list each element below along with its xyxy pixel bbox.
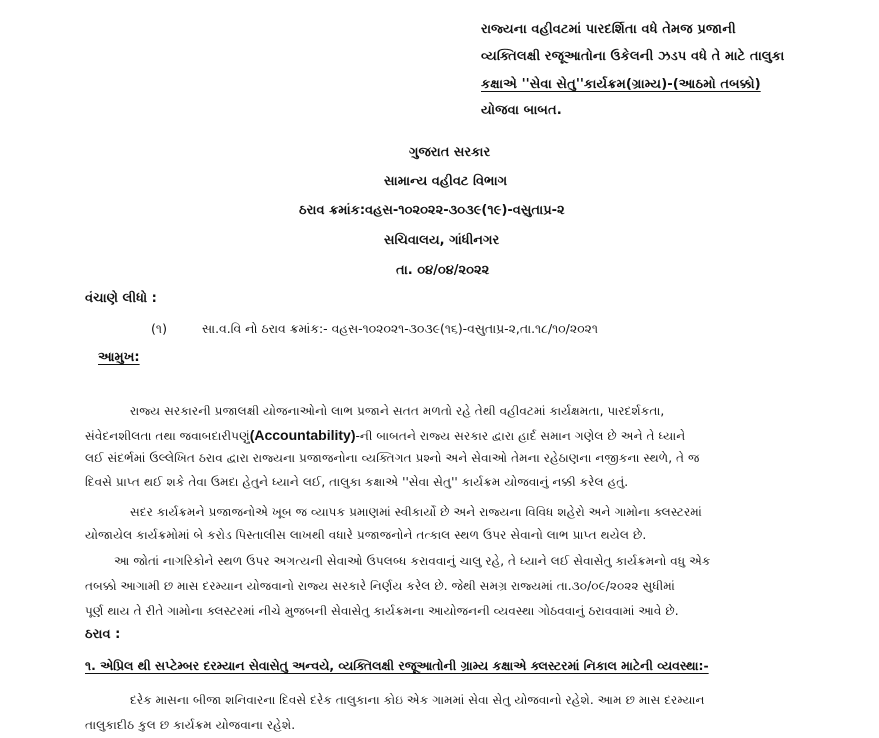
subject-line-4: યોજવા બાબત. [481, 103, 562, 118]
accountability-term-gujarati: સંવેદનશીલતા તથા જવાબદારીપણું [85, 429, 250, 443]
reference-number: (૧) [151, 321, 167, 336]
preamble-p3-line-2: તબક્કો આગામી છ માસ દરમ્યાન યોજવાનો રાજ્ય સરકારે નિર્ણય કરેલ છે. જેથી સમગ્ર રાજ્યમાં તા.૩૦/૦૯/૨૦૨૨ સુધીમાં [85, 579, 675, 593]
resolution-point-1-heading: ૧. એપ્રિલ થી સપ્ટેમ્બર દરમ્યાન સેવાસેતુ અન્વયે, વ્યક્તિલક્ષી રજૂઆતોની ગ્રામ્ય કક્ષાએ ક્લસ્ટરમાં નિકાલ માટેની વ્યવસ્થા:- [85, 658, 709, 673]
accountability-term-rest: -ની બાબતને રાજ્ય સરકાર દ્વારા હાર્દ સમાન ગણેલ છે અને તે ધ્યાને [355, 429, 686, 443]
preamble-p2-line-2: યોજાયેલ કાર્યક્રમોમાં બે કરોડ પિસ્તાલીસ લાખથી વધારે પ્રજાજનોને તત્કાલ સ્થળ ઉપર સેવાનો લાભ પ્રાપ્ત થયેલ છે. [85, 528, 647, 542]
references-heading: વંચાણે લીધો : [85, 291, 157, 306]
resolution-point-1-line-2: તાલુકાદીઠ કુલ છ કાર્યક્રમ યોજવાના રહેશે. [85, 718, 296, 732]
issue-date: તા. ૦૪/૦૪/૨૦૨૨ [396, 263, 490, 278]
preamble-p1-line-3: લઈ સંદર્ભમાં ઉલ્લેખિત ઠરાવ દ્વારા રાજ્યના પ્રજાજનોના વ્યક્તિગત પ્રશ્નો અને સેવાઓ તેમના રહેઠાણના નજીકના સ્થળે, તે જ [85, 451, 700, 465]
preamble-p1-line-2 [85, 428, 685, 442]
department-name: સામાન્ય વહીવટ વિભાગ [384, 174, 508, 189]
government-name: ગુજરાત સરકાર [409, 145, 491, 160]
resolution-heading: ઠરાવ : [85, 627, 121, 642]
preamble-p2-line-1: સદર કાર્યક્રમને પ્રજાજનોએ ખૂબ જ વ્યાપક પ્રમાણમાં સ્વીકાર્યો છે અને રાજ્યના વિવિધ શહેરો અને ગામોના ક્લસ્ટરમાં [130, 505, 702, 519]
subject-line-1: રાજ્યના વહીવટમાં પારદર્શિતા વધે તેમજ પ્રજાની [481, 22, 736, 37]
preamble-p3-line-3: પૂર્ણ થાય તે રીતે ગામોના ક્લસ્ટરમાં નીચે મુજબની સેવાસેતુ કાર્યક્રમના આયોજનની વ્યવસ્થા ગોઠવવાનું ઠરાવવામાં આવે છે. [85, 604, 679, 618]
preamble-p1-line-1: રાજ્ય સરકારની પ્રજાલક્ષી યોજનાઓનો લાભ પ્રજાને સતત મળતો રહે તેથી વહીવટમાં કાર્યક્ષમતા, પારદર્શકતા, [130, 404, 665, 418]
subject-line-3: કક્ષાએ ''સેવા સેતુ''કાર્યક્રમ(ગ્રામ્ય)-(આઠમો તબક્કો) [481, 77, 761, 92]
resolution-point-1-line-1: દરેક માસના બીજા શનિવારના દિવસે દરેક તાલુકાના કોઇ એક ગામમાં સેવા સેતુ યોજવાનો રહેશે. આમ છ માસ દરમ્યાન [130, 693, 705, 707]
preamble-p1-line-4: દિવસે પ્રાપ્ત થઈ શકે તેવા ઉમદા હેતુને ધ્યાને લઈ, તાલુકા કક્ષાએ ''સેવા સેતુ'' કાર્યક્રમ યોજવાનું નક્કી કરેલ હતું. [85, 475, 629, 489]
accountability-term-english: (Accountability) [249, 427, 356, 443]
issue-place: સચિવાલય, ગાંધીનગર [384, 233, 500, 248]
preamble-p3-line-1: આ જોતાં નાગરિકોને સ્થળ ઉપર અગત્યની સેવાઓ ઉપલબ્ધ કરાવવાનું ચાલુ રહે, તે ધ્યાને લઈ સેવાસેતુ કાર્યક્રમનો વધુ એક [114, 554, 711, 568]
subject-line-2: વ્યક્તિલક્ષી રજૂઆતોના ઉકેલની ઝડપ વધે તે માટે તાલુકા [481, 49, 785, 64]
resolution-number: ઠરાવ ક્રમાંક:વહસ-૧૦૨૦૨૨-૩૦૩૯(૧૯)-વસુતાપ્ર-૨ [299, 203, 565, 218]
reference-text: સા.વ.વિ નો ઠરાવ ક્રમાંક:- વહસ-૧૦૨૦૨૧-૩૦૩૯(૧૬)-વસુતાપ્ર-૨,તા.૧૮/૧૦/૨૦૨૧ [202, 321, 598, 336]
preamble-heading: આમુખ: [98, 350, 140, 365]
